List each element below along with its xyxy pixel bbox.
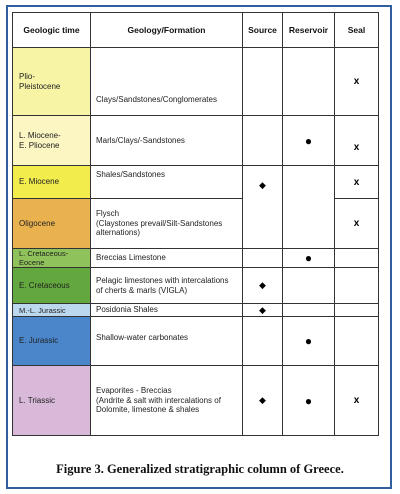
row-l-miocene <box>13 116 379 166</box>
seal-plio: x <box>335 48 379 116</box>
header-reservoir: Reservoir <box>283 13 335 48</box>
header-row <box>13 13 379 48</box>
era-e-cretaceous: E. Cretaceous <box>13 268 91 304</box>
formation-oligocene: Flysch (Claystones prevail/Silt-Sandstones alternations) <box>91 199 243 249</box>
header-seal: Seal <box>335 13 379 48</box>
era-oligocene: Oligocene <box>13 199 91 249</box>
row-e-jurassic <box>13 317 379 366</box>
formation-plio: Clays/Sandstones/Conglomerates <box>91 48 243 116</box>
source-e-jurassic <box>243 317 283 366</box>
seal-ml-jurassic <box>335 304 379 317</box>
formation-ml-jurassic: Posidonia Shales <box>91 304 243 317</box>
formation-l-cretaceous: Breccias Limestone <box>91 249 243 268</box>
row-l-triassic <box>13 366 379 436</box>
source-l-triassic: ◆ <box>243 366 283 436</box>
header-source: Source <box>243 13 283 48</box>
reservoir-e-jurassic: ● <box>283 317 335 366</box>
reservoir-l-cretaceous: ● <box>283 249 335 268</box>
seal-e-miocene: x <box>335 166 379 199</box>
reservoir-e-cretaceous <box>283 268 335 304</box>
reservoir-l-triassic: ● <box>283 366 335 436</box>
seal-e-cretaceous <box>335 268 379 304</box>
seal-l-triassic: x <box>335 366 379 436</box>
figure-caption: Figure 3. Generalized stratigraphic column of Greece. <box>56 462 344 476</box>
reservoir-plio <box>283 48 335 116</box>
row-ml-jurassic <box>13 304 379 317</box>
row-l-cretaceous <box>13 249 379 268</box>
formation-e-jurassic: Shallow-water carbonates <box>91 317 243 366</box>
formation-l-miocene: Marls/Clays/-Sandstones <box>91 116 243 166</box>
stratigraphic-table <box>12 12 379 436</box>
row-plio-pleistocene <box>13 48 379 116</box>
era-l-triassic: L. Triassic <box>13 366 91 436</box>
source-plio <box>243 48 283 116</box>
seal-oligocene: x <box>335 199 379 249</box>
era-e-jurassic: E. Jurassic <box>13 317 91 366</box>
formation-l-triassic: Evaporites - Breccias (Andrite & salt with intercalations of Dolomite, limestone & shales <box>91 366 243 436</box>
reservoir-l-miocene: ● <box>283 116 335 166</box>
era-l-miocene: L. Miocene- E. Pliocene <box>13 116 91 166</box>
seal-l-cretaceous <box>335 249 379 268</box>
row-e-miocene <box>13 166 379 199</box>
reservoir-miocene-oligocene <box>283 166 335 249</box>
era-l-cretaceous: L. Cretaceous- Eocene <box>13 249 91 268</box>
header-geologic-time: Geologic time <box>13 13 91 48</box>
reservoir-ml-jurassic <box>283 304 335 317</box>
formation-e-cretaceous: Pelagic limestones with intercalations of cherts & marls (VIGLA) <box>91 268 243 304</box>
formation-e-miocene: Shales/Sandstones <box>91 166 243 199</box>
source-l-cretaceous <box>243 249 283 268</box>
era-ml-jurassic: M.-L. Jurassic <box>13 304 91 317</box>
era-plio-pleistocene: Plio- Pleistocene <box>13 48 91 116</box>
row-e-cretaceous <box>13 268 379 304</box>
era-e-miocene: E. Miocene <box>13 166 91 199</box>
header-formation: Geology/Formation <box>91 13 243 48</box>
source-miocene-oligocene: ◆ <box>243 166 283 249</box>
seal-l-miocene: x <box>335 116 379 166</box>
source-l-miocene <box>243 116 283 166</box>
seal-e-jurassic <box>335 317 379 366</box>
source-e-cretaceous: ◆ <box>243 268 283 304</box>
source-ml-jurassic: ◆ <box>243 304 283 317</box>
